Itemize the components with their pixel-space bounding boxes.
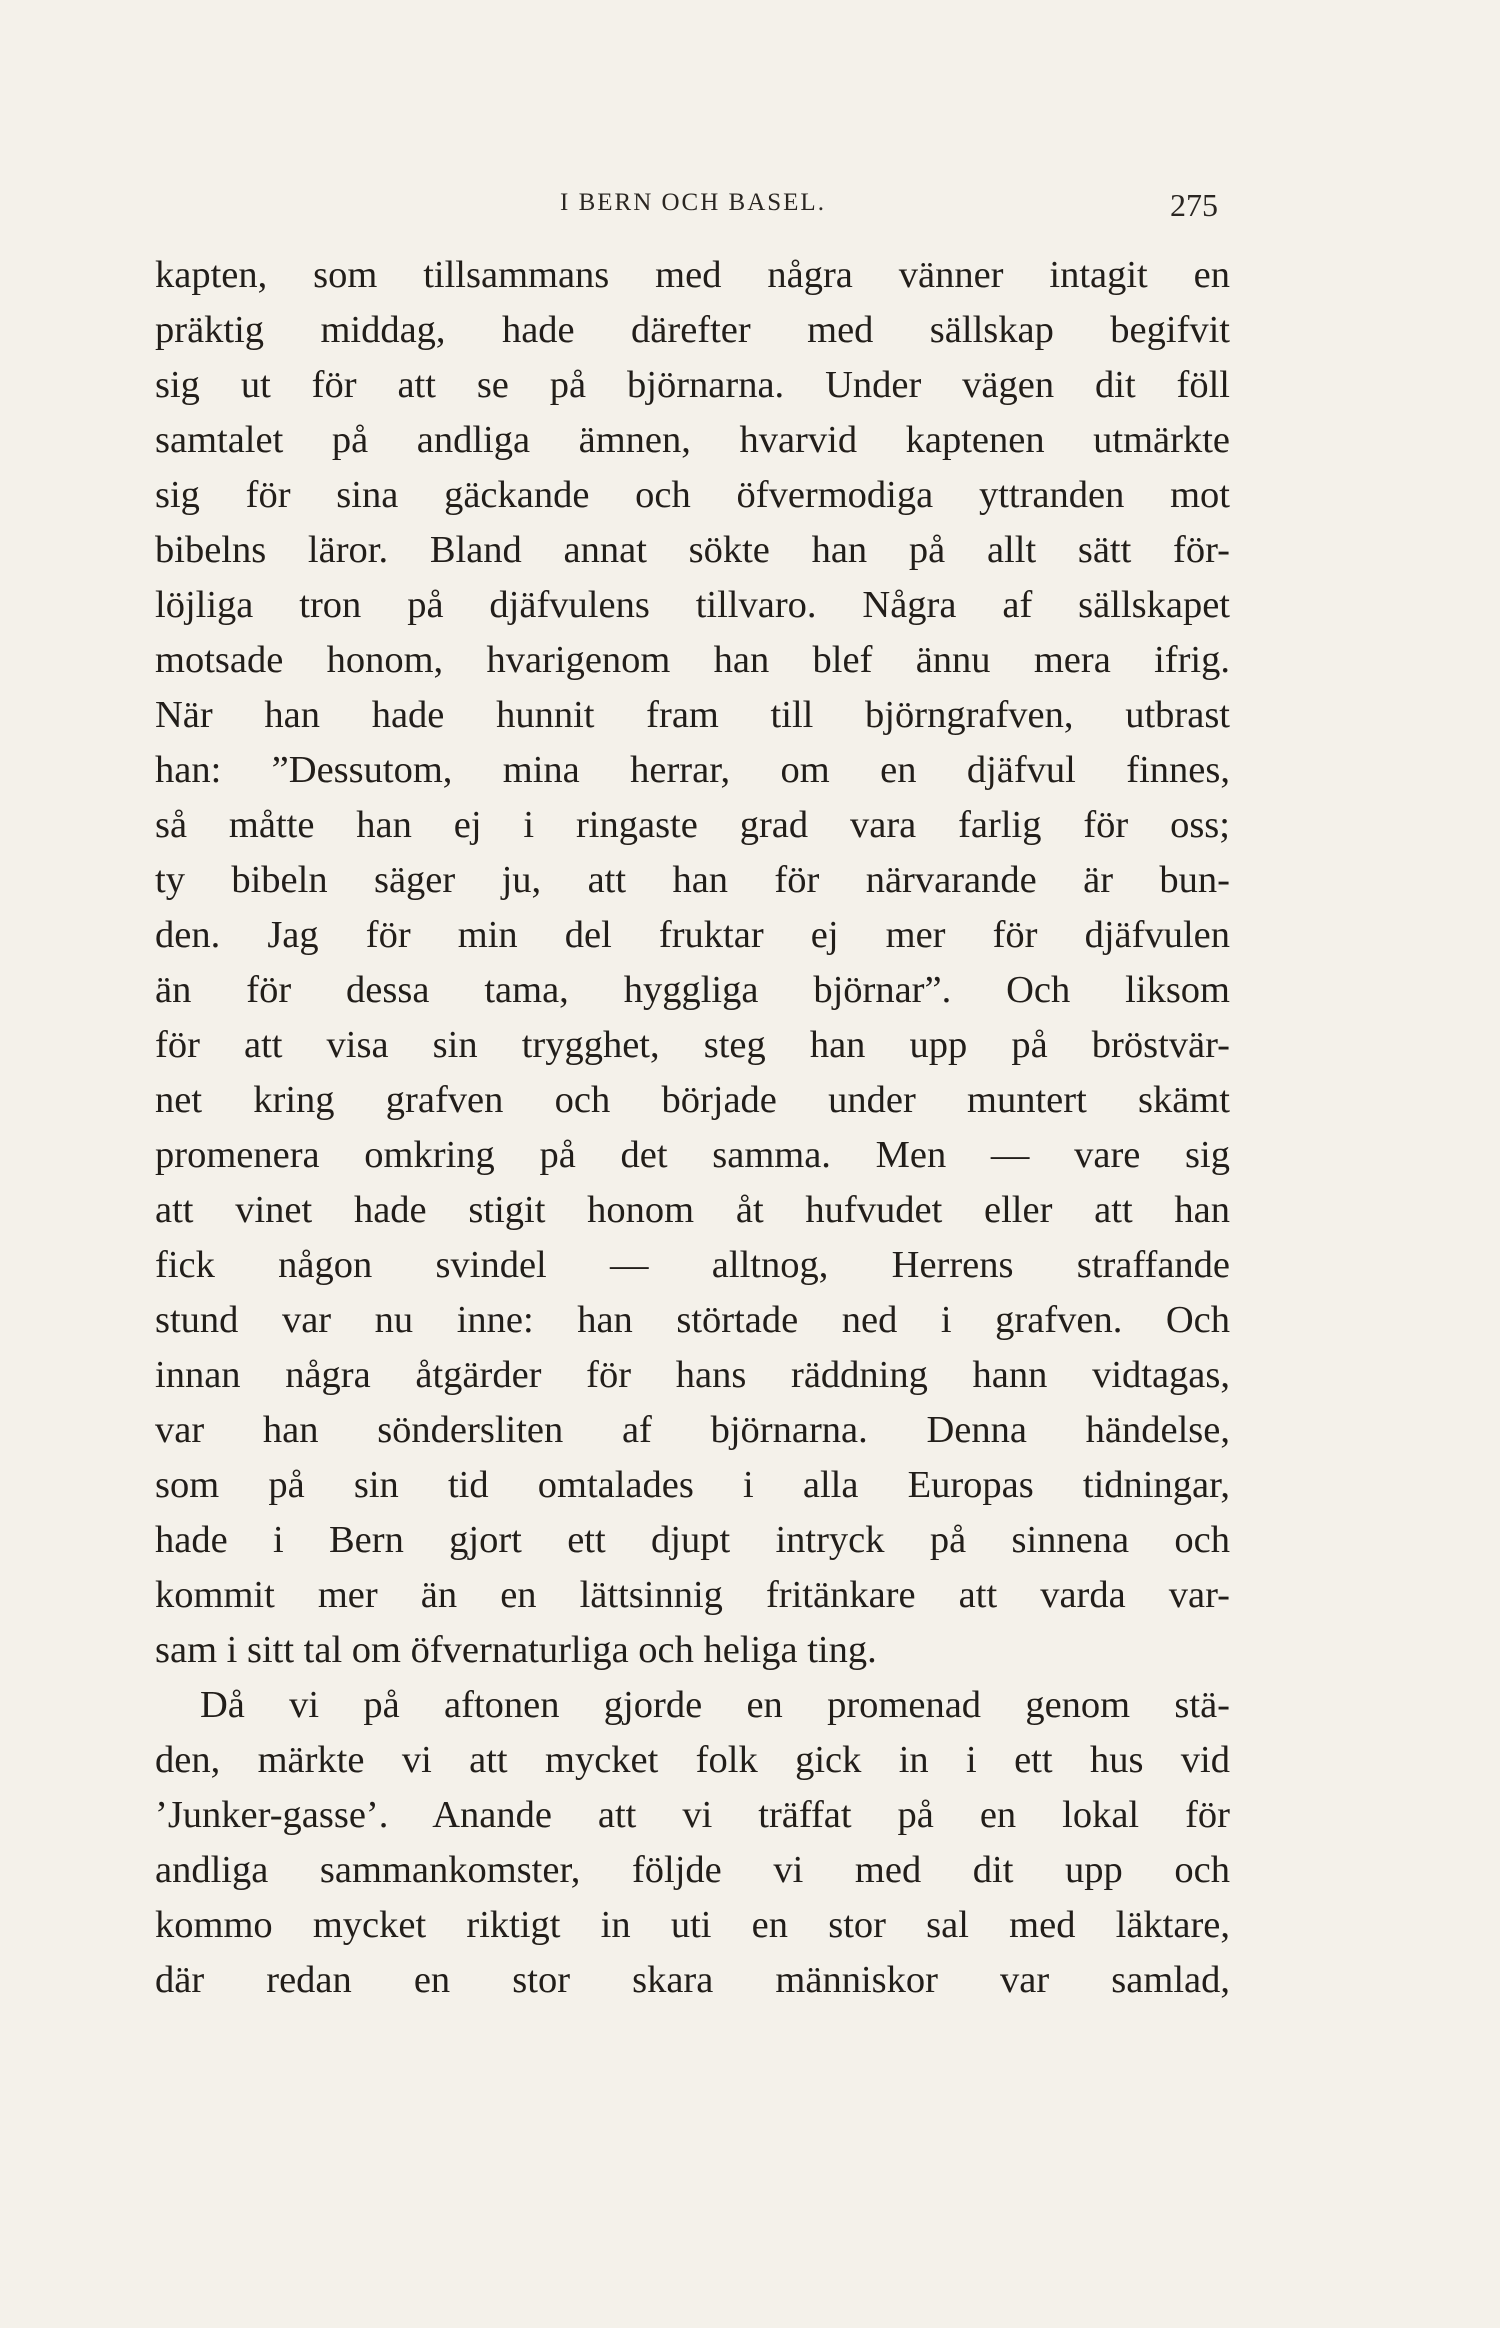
text-line: var han söndersliten af björnarna. Denna händelse, bbox=[155, 1409, 1230, 1451]
text-line: kapten, som tillsammans med några vänner intagit en bbox=[155, 254, 1230, 296]
text-line: motsade honom, hvarigenom han blef ännu mera ifrig. bbox=[155, 639, 1230, 681]
text-line: innan några åtgärder för hans räddning hann vidtagas, bbox=[155, 1354, 1230, 1396]
text-line: net kring grafven och började under muntert skämt bbox=[155, 1079, 1230, 1121]
text-line: löjliga tron på djäfvulens tillvaro. Några af sällskapet bbox=[155, 584, 1230, 626]
text-line-paragraph-end: sam i sitt tal om öfvernaturliga och heliga ting. bbox=[155, 1629, 877, 1671]
text-line: fick någon svindel — alltnog, Herrens straffande bbox=[155, 1244, 1230, 1286]
text-line: än för dessa tama, hyggliga björnar”. Och liksom bbox=[155, 969, 1230, 1011]
text-line: han: ”Dessutom, mina herrar, om en djäfvul finnes, bbox=[155, 749, 1230, 791]
text-line-paragraph-start: Då vi på aftonen gjorde en promenad genom stä- bbox=[200, 1684, 1230, 1726]
text-line: den, märkte vi att mycket folk gick in i ett hus vid bbox=[155, 1739, 1230, 1781]
text-line: ’Junker-gasse’. Anande att vi träffat på en lokal för bbox=[155, 1794, 1230, 1836]
page-number: 275 bbox=[1170, 187, 1218, 223]
text-line: hade i Bern gjort ett djupt intryck på sinnena och bbox=[155, 1519, 1230, 1561]
text-line: sig för sina gäckande och öfvermodiga yttranden mot bbox=[155, 474, 1230, 516]
text-line: stund var nu inne: han störtade ned i grafven. Och bbox=[155, 1299, 1230, 1341]
running-head bbox=[0, 185, 1500, 235]
running-head-title: I BERN OCH BASEL. bbox=[560, 189, 826, 216]
text-line: kommit mer än en lättsinnig fritänkare att varda var- bbox=[155, 1574, 1230, 1616]
text-line: präktig middag, hade därefter med sällskap begifvit bbox=[155, 309, 1230, 351]
text-line: den. Jag för min del fruktar ej mer för djäfvulen bbox=[155, 914, 1230, 956]
text-line: ty bibeln säger ju, att han för närvarande är bun- bbox=[155, 859, 1230, 901]
text-line: där redan en stor skara människor var samlad, bbox=[155, 1959, 1230, 2001]
text-line: sig ut för att se på björnarna. Under vägen dit föll bbox=[155, 364, 1230, 406]
text-line: andliga sammankomster, följde vi med dit upp och bbox=[155, 1849, 1230, 1891]
text-line: När han hade hunnit fram till björngrafven, utbrast bbox=[155, 694, 1230, 736]
text-line: samtalet på andliga ämnen, hvarvid kaptenen utmärkte bbox=[155, 419, 1230, 461]
text-line: för att visa sin trygghet, steg han upp på bröstvär- bbox=[155, 1024, 1230, 1066]
text-line: bibelns läror. Bland annat sökte han på allt sätt för- bbox=[155, 529, 1230, 571]
body-text bbox=[155, 248, 1230, 2008]
text-line: att vinet hade stigit honom åt hufvudet eller att han bbox=[155, 1189, 1230, 1231]
text-line: kommo mycket riktigt in uti en stor sal med läktare, bbox=[155, 1904, 1230, 1946]
text-line: så måtte han ej i ringaste grad vara farlig för oss; bbox=[155, 804, 1230, 846]
text-line: promenera omkring på det samma. Men — vare sig bbox=[155, 1134, 1230, 1176]
text-line: som på sin tid omtalades i alla Europas tidningar, bbox=[155, 1464, 1230, 1506]
